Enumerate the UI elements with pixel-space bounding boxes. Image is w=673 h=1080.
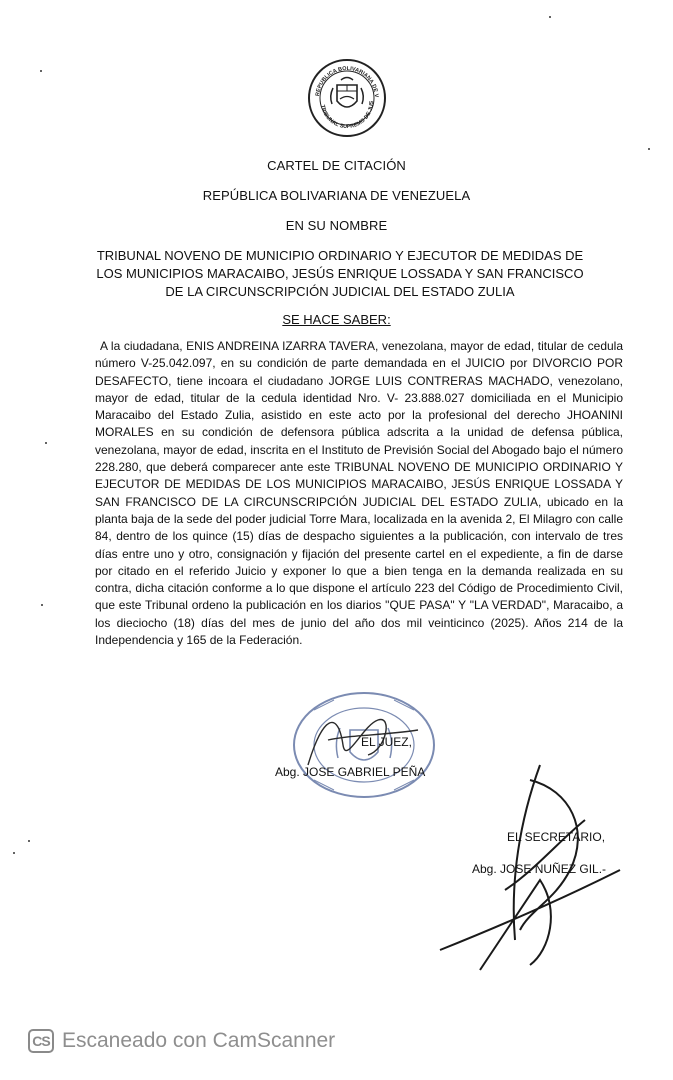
- scan-speck: [648, 148, 650, 150]
- court-heading: TRIBUNAL NOVENO DE MUNICIPIO ORDINARIO Y EJECUTOR DE MEDIDAS DE LOS MUNICIPIOS MARACAIBO, JESÚS ENRIQUE LOSSADA Y SAN FRANCISCO DE LA CIRCUNSCRIPCIÓN JUDICIAL DEL ESTADO ZULIA: [96, 248, 584, 299]
- judge-title: EL JUEZ,: [361, 735, 412, 749]
- scan-speck: [45, 442, 47, 444]
- scan-speck: [549, 16, 551, 18]
- secretary-title: EL SECRETARIO,: [507, 830, 606, 844]
- scan-speck: [13, 852, 15, 854]
- judge-name: Abg. JOSE GABRIEL PEÑA: [275, 765, 426, 779]
- republic-heading: REPÚBLICA BOLIVARIANA DE VENEZUELA: [202, 188, 471, 203]
- document-title: CARTEL DE CITACIÓN: [267, 158, 406, 173]
- summons-body: A la ciudadana, ENIS ANDREINA IZARRA TAVERA, venezolana, mayor de edad, titular de cedula número V-25.042.097, en su condición de parte demandada en el JUICIO por DIVORCIO POR DESAFECTO, tiene incoara el ciudadano JORGE LUIS CONTRERAS MACHADO, venezolano, mayor de edad, titular de la cedula identidad Nro. V- 23.888.027 domiciliada en el Municipio Maracaibo del Estado Zulia, asistido en este acto por la profesional del derecho JHOANINI MORALES en su condición de defensora pública adscrita a la unidad de defensa pública, venezolana, mayor de edad, inscrita en el Instituto de Previsión Social del Abogado bajo el número 228.280, que deberá comparecer ante este TRIBUNAL NOVENO DE MUNICIPIO ORDINARIO Y EJECUTOR DE MEDIDAS DE LOS MUNICIPIOS MARACAIBO, JESÚS ENRIQUE LOSSADA Y SAN FRANCISCO DE LA CIRCUNSCRIPCIÓN JUDICIAL DEL ESTADO ZULIA, ubicado en la planta baja de la sede del poder judicial Torre Mara, localizada en la avenida 2, El Milagro con calle 84, dentro de los quince (15) días de despacho siguientes a la publicación, con intervalo de tres días entre uno y otro, consignación y fijación del presente cartel en el expediente, a fin de darse por citado en el referido Juicio y exponer lo que a bien tenga en la demanda realizada en su contra, dicha citación conforme a lo que dispone el artículo 223 del Código de Procedimiento Civil, que este Tribunal ordeno la publicación en los diarios "QUE PASA" Y "LA VERDAD", Maracaibo, a los dieciocho (18) días del mes de junio del año dos mil veinticinco (2025). Años 214 de la Independencia y 165 de la Federación.: [95, 339, 623, 648]
- in-its-name-heading: EN SU NOMBRE: [285, 218, 388, 233]
- scanner-watermark-text: Escaneado con CamScanner: [62, 1029, 336, 1052]
- camscanner-icon: CS: [28, 1029, 54, 1053]
- scan-speck: [40, 70, 42, 72]
- notice-heading: SE HACE SABER:: [282, 312, 391, 327]
- scanner-watermark: [28, 1026, 335, 1056]
- scan-speck: [41, 604, 43, 606]
- seal-bottom-text: TRIBUNAL SUPREMO DE JUS: [319, 100, 376, 131]
- seal-top-text: REPUBLICA BOLIVARIANA DE V: [315, 65, 380, 98]
- scan-speck: [28, 840, 30, 842]
- coat-of-arms-seal: [307, 58, 387, 138]
- secretary-name: Abg. JOSE NUÑEZ GIL.-: [472, 862, 607, 876]
